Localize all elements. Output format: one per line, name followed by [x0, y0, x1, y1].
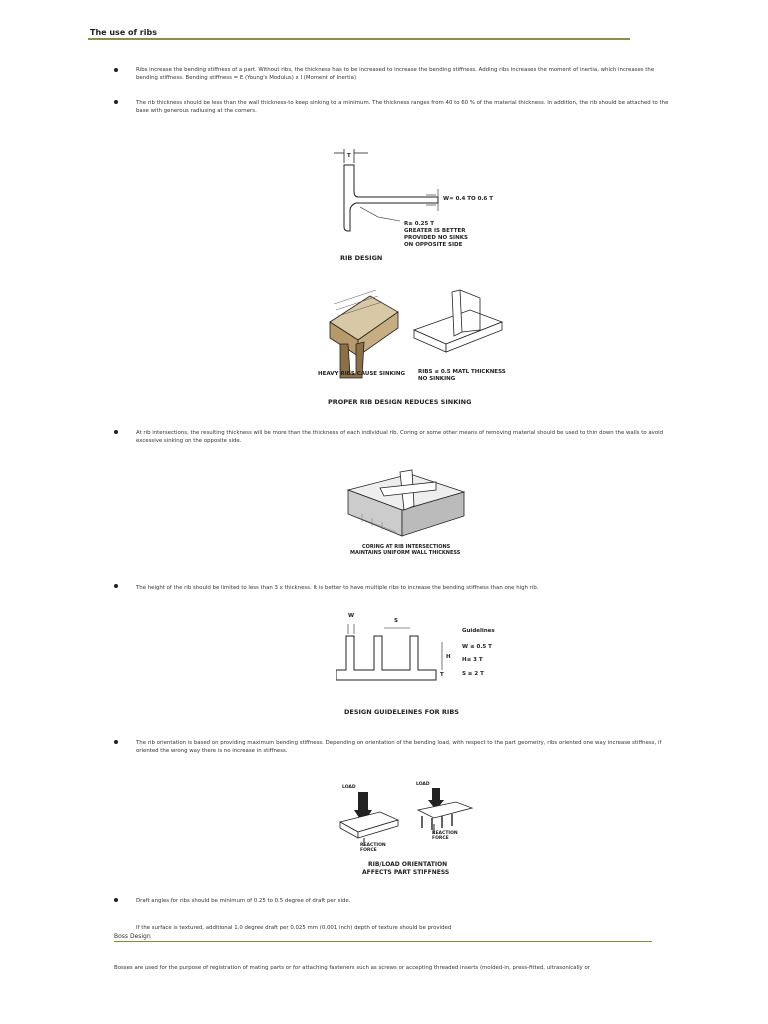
- sinking-right-caption-1: RIBS ≤ 0.5 MATL THICKNESS: [418, 369, 506, 375]
- paragraph-rib-intersections: At rib intersections, the resulting thickness will be more than the thickness of each individual rib. Coring or some other means of removing material should be used to thin down the walls to avoid excessive sinking on the opposite side.: [136, 430, 664, 444]
- sinking-right-caption-2: NO SINKING: [418, 376, 456, 382]
- header-rule: [88, 38, 630, 40]
- reaction-right-1: REACTION: [432, 831, 458, 836]
- rib-design-caption: RIB DESIGN: [340, 254, 383, 262]
- texture-note: If the surface is textured, additional 1.0 degree draft per 0.025 mm (0.001 inch) depth of texture should be provided: [136, 925, 452, 931]
- guide-item-0: Guidelines: [462, 628, 495, 634]
- guide-s-label: S: [394, 618, 398, 624]
- reaction-left-1: REACTION: [360, 843, 386, 848]
- guide-item-2: H≤ 3 T: [462, 657, 483, 663]
- orientation-caption-1: RIB/LOAD ORIENTATION: [368, 861, 448, 868]
- bullet: [114, 740, 118, 744]
- figure-rib-orientation: [336, 776, 486, 880]
- r-line-4: ON OPPOSITE SIDE: [404, 242, 463, 248]
- reaction-right-2: FORCE: [432, 836, 449, 841]
- section-rule: [114, 941, 652, 942]
- reaction-left-2: FORCE: [360, 848, 377, 853]
- sinking-caption: PROPER RIB DESIGN REDUCES SINKING: [328, 398, 472, 406]
- t-label: T: [347, 153, 351, 159]
- sinking-left-caption: HEAVY RIBS CAUSE SINKING: [318, 371, 406, 377]
- w-label: W= 0.4 TO 0.6 T: [443, 196, 493, 202]
- bullet: [114, 898, 118, 902]
- paragraph-rib-orientation: The rib orientation is based on providing maximum bending stiffness. Depending on orientation of the bending load, with respect to the part geometry, ribs oriented one way increase stiffness, if oriented the wrong way there is no increase in stiffness.: [136, 740, 662, 754]
- load-left-label: LOAD: [342, 785, 356, 790]
- bullet: [114, 100, 118, 104]
- coring-caption-2: MAINTAINS UNIFORM WALL THICKNESS: [350, 550, 461, 556]
- bullet: [114, 584, 118, 588]
- orientation-caption-2: AFFECTS PART STIFFNESS: [362, 869, 450, 876]
- figure-rib-design: [318, 145, 518, 270]
- paragraph-bending-stiffness: Ribs increase the bending stiffness of a part. Without ribs, the thickness has to be increased to increase the bending stiffness. Adding ribs increases the moment of inertia, which increases the bending stiffness. Bending stiffness = E (Young's Modulus) x I (Moment of Inertia): [136, 67, 655, 81]
- load-right-label: LOAD: [416, 782, 430, 787]
- bullet: [114, 68, 118, 72]
- guide-w-label: W: [348, 613, 355, 619]
- paragraph-rib-height: The height of the rib should be limited to less than 3 x thickness. It is better to have multiple ribs to increase the bending stiffness than one high rib.: [136, 585, 539, 591]
- figure-rib-sinking: [310, 282, 520, 410]
- paragraph-rib-thickness: The rib thickness should be less than the wall thickness-to keep sinking to a minimum. The thickness ranges from 40 to 60 % of the material thickness. In addition, the rib should be attached to the base with generous radiusing at the corners.: [136, 100, 669, 114]
- guide-item-3: S ≥ 2 T: [462, 671, 484, 677]
- guide-item-1: W ≤ 0.5 T: [462, 644, 492, 650]
- r-line-1: R≥ 0.25 T: [404, 221, 434, 227]
- paragraph-draft-angles: Draft angles for ribs should be minimum of 0.25 to 0.5 degree of draft per side.: [136, 898, 351, 904]
- coring-caption-1: CORING AT RIB INTERSECTIONS: [362, 544, 451, 550]
- page-title: The use of ribs: [90, 28, 157, 37]
- r-line-2: GREATER IS BETTER: [404, 228, 466, 234]
- guide-t-label: T: [440, 672, 444, 678]
- figure-design-guidelines: [336, 608, 516, 720]
- r-line-3: PROVIDED NO SINKS: [404, 235, 468, 241]
- guidelines-caption: DESIGN GUIDELEINES FOR RIBS: [344, 708, 459, 716]
- figure-coring: [340, 468, 470, 558]
- guide-h-label: H: [446, 654, 451, 660]
- bullet: [114, 430, 118, 434]
- section-title-boss-design: Boss Design: [114, 933, 151, 940]
- boss-design-text: Bosses are used for the purpose of registration of mating parts or for attaching fasteners such as screws or accepting threaded inserts (molded-in, press-fitted, ultrasonically or: [114, 965, 590, 971]
